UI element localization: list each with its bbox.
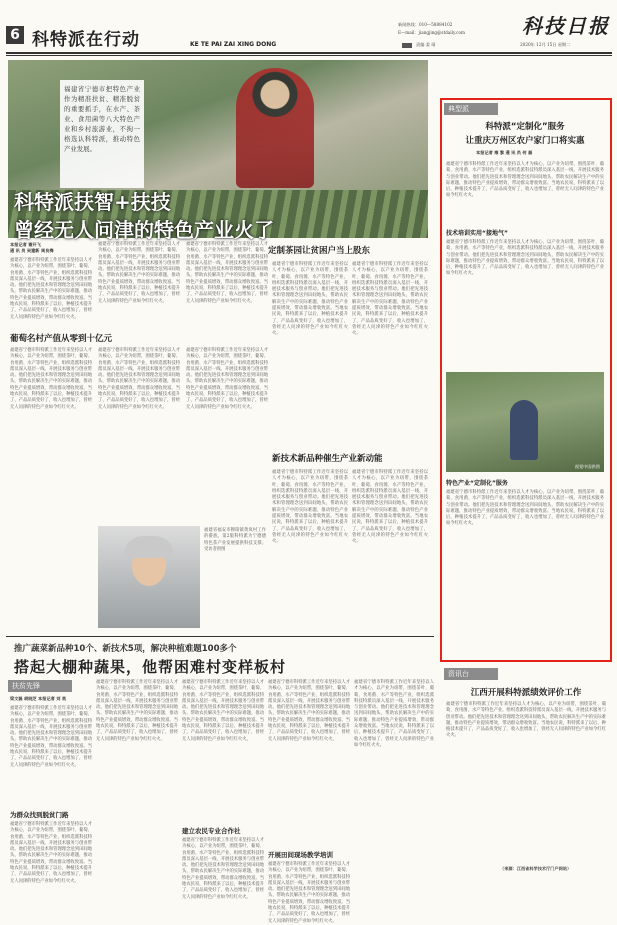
- poverty-subhead-2: 建立农民专业合作社: [182, 827, 241, 835]
- section-pinyin: KE TE PAI ZAI XING DONG: [190, 41, 277, 48]
- subhead-new-tech: 新技术新品种催生产业新动能: [272, 454, 383, 464]
- poverty-subhead-3: 开展田间现场教学培训: [268, 851, 333, 859]
- poverty-col-4a: 福建省宁德市科特派工作近年来坚持以人才为核心，以产业为纽带，围绕茶叶、葡萄、食用菌、水产等特色产业，组织选派科技特派员深入基层一线，开展技术服务与创业带动。他们把先进技术和管理理念送到田间地头，帮助农民解决生产中的实际难题，推动特色产业提质增效，带动群众增收致富。当地农民说，科特派来了以后，种植技术提升了，产品品质变好了，收入也增加了，曾经无人问津的特色产业如今红红火火。: [268, 680, 350, 742]
- typical-label: [444, 103, 498, 115]
- newspaper-logo: 科技日报: [522, 14, 610, 38]
- main-col-1b: 福建省宁德市科特派工作近年来坚持以人才为核心，以产业为纽带，围绕茶叶、葡萄、食用菌、水产等特色产业，组织选派科技特派员深入基层一线，开展技术服务与创业带动。他们把先进技术和管理理念送到田间地头，帮助农民解决生产中的实际难题，推动特色产业提质增效，带动群众增收致富。当地农民说，科特派来了以后，种植技术提升了，产品品质变好了，收入也增加了，曾经无人问津的特色产业如今红红火火。: [10, 348, 92, 410]
- subhead-tea-garden: 定制茶园让贫困户当上股东: [268, 246, 371, 256]
- info-col: 福建省宁德市科特派工作近年来坚持以人才为核心，以产业为纽带，围绕茶叶、葡萄、食用菌、水产等特色产业，组织选派科技特派员深入基层一线，开展技术服务与创业带动。他们把先进技术和管理理念送到田间地头，帮助农民解决生产中的实际难题，推动特色产业提质增效，带动群众增收致富。当地农民说，科特派来了以后，种植技术提升了，产品品质变好了，收入也增加了，曾经无人问津的特色产业如今红红火火。: [446, 702, 606, 739]
- info-source: （来源：江西省科学技术厅门户网站）: [500, 866, 572, 871]
- poverty-byline: 梁文磊 胡晓芝 本报记者 刘 昊: [10, 696, 67, 701]
- promo-title-main: 搭起大棚种蔬果，他帮困难村变样板村: [14, 658, 287, 676]
- hotline: 新闻热线：010—58884102: [398, 22, 453, 27]
- photo-figure: [236, 68, 314, 188]
- main-title-line1: 科特派扶智+扶技: [14, 190, 171, 214]
- section-title: 科特派在行动: [32, 30, 140, 50]
- typical-label-text: 典型派: [448, 105, 469, 113]
- typical-subhead-2: 特色产业“定制化”服务: [446, 480, 508, 487]
- subhead-grape: 葡萄名村产值从零到十亿元: [10, 334, 113, 344]
- main-col-5b: 福建省宁德市科特派工作近年来坚持以人才为核心，以产业为纽带，围绕茶叶、葡萄、食用菌、水产等特色产业，组织选派科技特派员深入基层一线，开展技术服务与创业带动。他们把先进技术和管理理念送到田间地头，帮助农民解决生产中的实际难题，推动特色产业提质增效，带动群众增收致富。当地农民说，科特派来了以后，种植技术提升了，产品品质变好了，收入也增加了，曾经无人问津的特色产业如今红红火火。: [352, 470, 428, 545]
- poverty-col-4b: 福建省宁德市科特派工作近年来坚持以人才为核心，以产业为纽带，围绕茶叶、葡萄、食用菌、水产等特色产业，组织选派科技特派员深入基层一线，开展技术服务与创业带动。他们把先进技术和管理理念送到田间地头，帮助农民解决生产中的实际难题，推动特色产业提质增效，带动群众增收致富。当地农民说，科特派来了以后，种植技术提升了，产品品质变好了，收入也增加了，曾经无人问津的特色产业如今红红火火。: [268, 862, 350, 924]
- portrait-photo: [98, 526, 200, 628]
- poverty-subhead-1: 为群众找到脱贫门路: [10, 811, 69, 819]
- issue-date: 2020年 12月 15日 星期二: [520, 42, 571, 47]
- main-col-1a: 福建省宁德市科特派工作近年来坚持以人才为核心，以产业为纽带，围绕茶叶、葡萄、食用菌、水产等特色产业，组织选派科技特派员深入基层一线，开展技术服务与创业带动。他们把先进技术和管理理念送到田间地头，帮助农民解决生产中的实际难题，推动特色产业提质增效，带动群众增收致富。当地农民说，科特派来了以后，种植技术提升了，产品品质变好了，收入也增加了，曾经无人问津的特色产业如今红红火火。: [10, 258, 92, 320]
- editor-icon: [402, 43, 412, 48]
- main-byline: 本报记者 谢开飞 通 讯 员 吴建新 周良梅: [10, 242, 54, 253]
- poverty-label-text: 扶贫先锋: [12, 682, 40, 690]
- typical-subhead-1: 技术培训实用“接地气”: [446, 230, 508, 237]
- editor: 责编 姜 靖: [416, 42, 436, 47]
- main-col-2a: 福建省宁德市科特派工作近年来坚持以人才为核心，以产业为纽带，围绕茶叶、葡萄、食用菌、水产等特色产业，组织选派科技特派员深入基层一线，开展技术服务与创业带动。他们把先进技术和管理理念送到田间地头，帮助农民解决生产中的实际难题，推动特色产业提质增效，带动群众增收致富。当地农民说，科特派来了以后，种植技术提升了，产品品质变好了，收入也增加了，曾经无人问津的特色产业如今红红火火。: [98, 242, 180, 304]
- poverty-col-5: 福建省宁德市科特派工作近年来坚持以人才为核心，以产业为纽带，围绕茶叶、葡萄、食用菌、水产等特色产业，组织选派科技特派员深入基层一线，开展技术服务与创业带动。他们把先进技术和管理理念送到田间地头，帮助农民解决生产中的实际难题，推动特色产业提质增效，带动群众增收致富。当地农民说，科特派来了以后，种植技术提升了，产品品质变好了，收入也增加了，曾经无人问津的特色产业如今红红火火。: [354, 680, 434, 748]
- typical-photo: [446, 372, 604, 472]
- typical-byline: 本报记者 雍 黎 通 讯 员 何 磊: [476, 150, 533, 155]
- info-label-text: 资讯台: [448, 670, 469, 678]
- main-col-3a: 福建省宁德市科特派工作近年来坚持以人才为核心，以产业为纽带，围绕茶叶、葡萄、食用菌、水产等特色产业，组织选派科技特派员深入基层一线，开展技术服务与创业带动。他们把先进技术和管理理念送到田间地头，帮助农民解决生产中的实际难题，推动特色产业提质增效，带动群众增收致富。当地农民说，科特派来了以后，种植技术提升了，产品品质变好了，收入也增加了，曾经无人问津的特色产业如今红红火火。: [186, 242, 268, 304]
- portrait-caption: 福建省福安市穆阳镇黄岚村工作的畲族。第2版科特派为宁德德特色茶产业发展提供科技支撑。 受访者供图: [204, 528, 266, 552]
- lead-box: [60, 80, 144, 188]
- info-label: [444, 668, 498, 680]
- main-col-3b: 福建省宁德市科特派工作近年来坚持以人才为核心，以产业为纽带，围绕茶叶、葡萄、食用菌、水产等特色产业，组织选派科技特派员深入基层一线，开展技术服务与创业带动。他们把先进技术和管理理念送到田间地头，帮助农民解决生产中的实际难题，推动特色产业提质增效，带动群众增收致富。当地农民说，科特派来了以后，种植技术提升了，产品品质变好了，收入也增加了，曾经无人问津的特色产业如今红红火火。: [186, 348, 268, 410]
- info-title: 江西开展科特派绩效评价工作: [470, 688, 582, 698]
- main-col-2b: 福建省宁德市科特派工作近年来坚持以人才为核心，以产业为纽带，围绕茶叶、葡萄、食用菌、水产等特色产业，组织选派科技特派员深入基层一线，开展技术服务与创业带动。他们把先进技术和管理理念送到田间地头，帮助农民解决生产中的实际难题，推动特色产业提质增效，带动群众增收致富。当地农民说，科特派来了以后，种植技术提升了，产品品质变好了，收入也增加了，曾经无人问津的特色产业如今红红火火。: [98, 348, 180, 410]
- portrait-hat: [124, 536, 174, 558]
- typical-title-1: 科特派“定制化”服务: [485, 122, 565, 132]
- lead-text: 福建省宁德市把特色产业作为精准扶贫、精准脱贫的重要抓手，在水产、茶业、食用菌等八大特色产业和乡村旅游业，不拘一格选认科特派，推动特色产业发展。: [64, 85, 140, 153]
- poverty-col-1b: 福建省宁德市科特派工作近年来坚持以人才为核心，以产业为纽带，围绕茶叶、葡萄、食用菌、水产等特色产业，组织选派科技特派员深入基层一线，开展技术服务与创业带动。他们把先进技术和管理理念送到田间地头，帮助农民解决生产中的实际难题，推动特色产业提质增效，带动群众增收致富。当地农民说，科特派来了以后，种植技术提升了，产品品质变好了，收入也增加了，曾经无人问津的特色产业如今红红火火。: [10, 822, 92, 884]
- main-col-4c: 福建省宁德市科特派工作近年来坚持以人才为核心，以产业为纽带，围绕茶叶、葡萄、食用菌、水产等特色产业，组织选派科技特派员深入基层一线，开展技术服务与创业带动。他们把先进技术和管理理念送到田间地头，帮助农民解决生产中的实际难题，推动特色产业提质增效，带动群众增收致富。当地农民说，科特派来了以后，种植技术提升了，产品品质变好了，收入也增加了，曾经无人问津的特色产业如今红红火火。: [272, 470, 348, 545]
- promo-title-top: 推广蔬菜新品种10个、新技术5项，解决种植难题100多个: [14, 644, 237, 654]
- typical-col-b: 福建省宁德市科特派工作近年来坚持以人才为核心，以产业为纽带，围绕茶叶、葡萄、食用菌、水产等特色产业，组织选派科技特派员深入基层一线，开展技术服务与创业带动。他们把先进技术和管理理念送到田间地头，帮助农民解决生产中的实际难题，推动特色产业提质增效，带动群众增收致富。当地农民说，科特派来了以后，种植技术提升了，产品品质变好了，收入也增加了，曾经无人问津的特色产业如今红红火火。: [446, 240, 604, 277]
- poverty-col-1a: 福建省宁德市科特派工作近年来坚持以人才为核心，以产业为纽带，围绕茶叶、葡萄、食用菌、水产等特色产业，组织选派科技特派员深入基层一线，开展技术服务与创业带动。他们把先进技术和管理理念送到田间地头，帮助农民解决生产中的实际难题，推动特色产业提质增效，带动群众增收致富。当地农民说，科特派来了以后，种植技术提升了，产品品质变好了，收入也增加了，曾经无人问津的特色产业如今红红火火。: [10, 706, 92, 768]
- main-col-5a: 福建省宁德市科特派工作近年来坚持以人才为核心，以产业为纽带，围绕茶叶、葡萄、食用菌、水产等特色产业，组织选派科技特派员深入基层一线，开展技术服务与创业带动。他们把先进技术和管理理念送到田间地头，帮助农民解决生产中的实际难题，推动特色产业提质增效，带动群众增收致富。当地农民说，科特派来了以后，种植技术提升了，产品品质变好了，收入也增加了，曾经无人问津的特色产业如今红红火火。: [352, 262, 428, 337]
- masthead-rule-thin: [6, 55, 612, 56]
- poverty-col-3a: 福建省宁德市科特派工作近年来坚持以人才为核心，以产业为纽带，围绕茶叶、葡萄、食用菌、水产等特色产业，组织选派科技特派员深入基层一线，开展技术服务与创业带动。他们把先进技术和管理理念送到田间地头，帮助农民解决生产中的实际难题，推动特色产业提质增效，带动群众增收致富。当地农民说，科特派来了以后，种植技术提升了，产品品质变好了，收入也增加了，曾经无人问津的特色产业如今红红火火。: [182, 680, 264, 742]
- typical-col-c: 福建省宁德市科特派工作近年来坚持以人才为核心，以产业为纽带，围绕茶叶、葡萄、食用菌、水产等特色产业，组织选派科技特派员深入基层一线，开展技术服务与创业带动。他们把先进技术和管理理念送到田间地头，帮助农民解决生产中的实际难题，推动特色产业提质增效，带动群众增收致富。当地农民说，科特派来了以后，种植技术提升了，产品品质变好了，收入也增加了，曾经无人问津的特色产业如今红红火火。: [446, 490, 604, 527]
- poverty-label: [8, 680, 72, 692]
- page-number-box: [6, 26, 24, 44]
- typical-title-2: 让重庆万州区农户家门口将实惠: [465, 136, 585, 146]
- poverty-col-2: 福建省宁德市科特派工作近年来坚持以人才为核心，以产业为纽带，围绕茶叶、葡萄、食用菌、水产等特色产业，组织选派科技特派员深入基层一线，开展技术服务与创业带动。他们把先进技术和管理理念送到田间地头，帮助农民解决生产中的实际难题，推动特色产业提质增效，带动群众增收致富。当地农民说，科特派来了以后，种植技术提升了，产品品质变好了，收入也增加了，曾经无人问津的特色产业如今红红火火。: [96, 680, 178, 742]
- main-col-4a: 福建省宁德市科特派工作近年来坚持以人才为核心，以产业为纽带，围绕茶叶、葡萄、食用菌、水产等特色产业，组织选派科技特派员深入基层一线，开展技术服务与创业带动。他们把先进技术和管理理念送到田间地头，帮助农民解决生产中的实际难题，推动特色产业提质增效，带动群众增收致富。当地农民说，科特派来了以后，种植技术提升了，产品品质变好了，收入也增加了，曾经无人问津的特色产业如今红红火火。: [272, 262, 348, 337]
- page-number: 6: [10, 27, 20, 43]
- typical-col-a: 福建省宁德市科特派工作近年来坚持以人才为核心，以产业为纽带，围绕茶叶、葡萄、食用菌、水产等特色产业，组织选派科技特派员深入基层一线，开展技术服务与创业带动。他们把先进技术和管理理念送到田间地头，帮助农民解决生产中的实际难题，推动特色产业提质增效，带动群众增收致富。当地农民说，科特派来了以后，种植技术提升了，产品品质变好了，收入也增加了，曾经无人问津的特色产业如今红红火火。: [446, 162, 604, 199]
- typical-photo-person: [510, 400, 538, 460]
- promo-rule: [6, 636, 434, 637]
- poverty-col-3b: 福建省宁德市科特派工作近年来坚持以人才为核心，以产业为纽带，围绕茶叶、葡萄、食用菌、水产等特色产业，组织选派科技特派员深入基层一线，开展技术服务与创业带动。他们把先进技术和管理理念送到田间地头，帮助农民解决生产中的实际难题，推动特色产业提质增效，带动群众增收致富。当地农民说，科特派来了以后，种植技术提升了，产品品质变好了，收入也增加了，曾经无人问津的特色产业如今红红火火。: [182, 838, 264, 900]
- email: E—mail：jiangjing@stdaily.com: [398, 30, 465, 35]
- main-title-line2: 曾经无人问津的特色产业火了: [14, 218, 274, 242]
- masthead-rule: [6, 52, 612, 54]
- typical-photo-caption: 视觉中国供图: [574, 464, 600, 469]
